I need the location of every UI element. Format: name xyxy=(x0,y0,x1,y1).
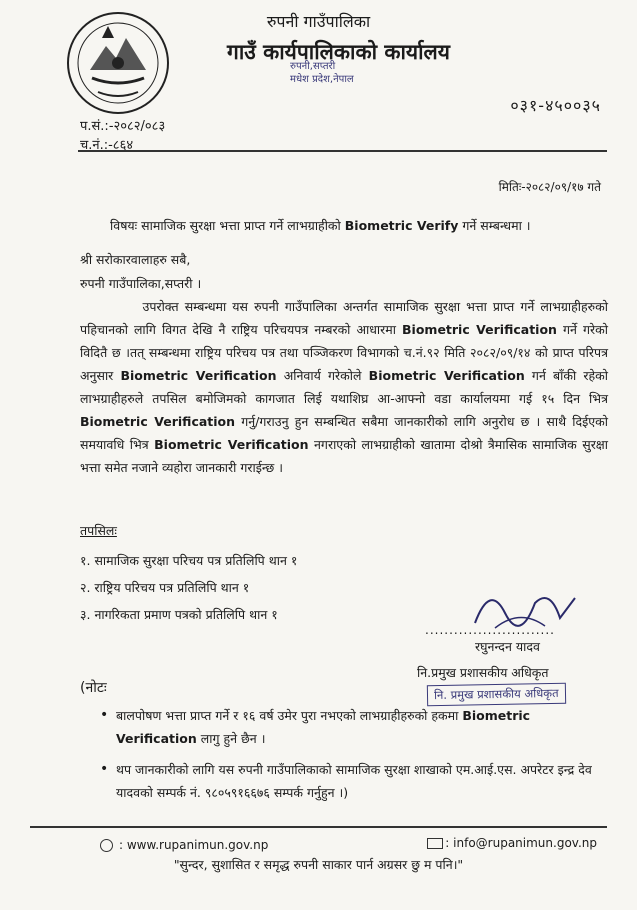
office-title-line1: रुपनी गाउँपालिका xyxy=(266,12,371,31)
footer-website xyxy=(100,838,268,852)
body-text: उपरोक्त सम्बन्धमा यस रुपनी गाउँपालिका अन्तर्गत सामाजिक सुरक्षा भत्ता प्राप्त गर्ने लाभग्राहीहरुको पहिचानको लागि विगत देखि नै राष्ट्रिय परिचयपत्र नम्बरको आधारमा xyxy=(80,299,608,337)
addressee xyxy=(80,248,201,296)
notes-heading: (नोटः xyxy=(80,680,107,696)
note-text: लागु हुने छैन । xyxy=(200,731,266,746)
body-bold: Biometric Verification xyxy=(120,368,277,383)
body-bold: Biometric Verification xyxy=(154,437,309,452)
subject-line xyxy=(110,217,531,234)
body-text: गर्न बाँकी रहेको लाभग्राहीहरुले तपसिल बमोजिमको कागजात लिई यथाशिघ्र आ-आफ्नो वडा कार्यालयमा गई १५ दिन भित्र xyxy=(80,368,608,406)
body-text: गर्ने गरेको विदितै छ ।तत् सम्बन्धमा राष्ट्रिय परिचय पत्र तथा पञ्जिकरण विभागको च.नं.९२ मिति २०८२/०९/१४ को प्राप्त परिपत्र अनुसार xyxy=(80,322,608,383)
tapasil-heading: तपसिलः xyxy=(80,523,117,538)
footer-motto: "सुन्दर, सुशासित र समृद्ध रुपनी साकार पार्न अग्रसर छु म पनि।" xyxy=(173,857,464,872)
stamp-line: मधेश प्रदेश,नेपाल xyxy=(290,74,354,85)
signatory-name: रघुनन्दन यादव xyxy=(475,639,540,654)
header-divider xyxy=(78,150,607,152)
body-text: अनिवार्य गरेकोले xyxy=(283,368,362,383)
website-text: : www.rupanimun.gov.np xyxy=(119,838,269,852)
body-bold: Biometric Verification xyxy=(368,368,525,383)
signature-block xyxy=(405,578,605,708)
patra-sankhya: प.सं.:-२०८२/०८३ xyxy=(80,119,166,134)
list-item: २. राष्ट्रिय परिचय पत्र प्रतिलिपि थान १ xyxy=(80,580,250,595)
subject-bold: Biometric Verify xyxy=(344,218,459,233)
list-item: ३. नागरिकता प्रमाण पत्रको प्रतिलिपि थान १ xyxy=(80,607,278,622)
notes-list xyxy=(100,704,605,812)
office-title-line2: गाउँ कार्यपालिकाको कार्यालय xyxy=(227,40,450,64)
stamp-line: रुपनी,सप्तरी xyxy=(290,61,336,72)
email-text: : info@rupanimun.gov.np xyxy=(445,836,597,850)
tapasil-list xyxy=(80,547,297,628)
chalani-number: च.नं.:-८६४ xyxy=(80,138,134,153)
phone-number: ०३१-४५००३५ xyxy=(510,96,601,115)
letter-date: मितिः-२०८२/०९/१७ गते xyxy=(498,180,601,194)
list-item: १. सामाजिक सुरक्षा परिचय पत्र प्रतिलिपि थान १ xyxy=(80,553,298,568)
subject-prefix: विषयः सामाजिक सुरक्षा भत्ता प्राप्त गर्ने लाभग्राहीको xyxy=(110,218,341,233)
note-bold: Biometric Verification xyxy=(116,708,531,746)
signature-dots: ........................... xyxy=(425,623,555,637)
footer-divider xyxy=(30,826,607,828)
note-text: बालपोषण भत्ता प्राप्त गर्ने र १६ वर्ष उमेर पुरा नभएको लाभग्राहीहरुको हकमा xyxy=(116,708,459,723)
signatory-designation: नि.प्रमुख प्रशासकीय अधिकृत xyxy=(417,665,549,680)
office-stamp xyxy=(290,60,410,130)
designation-seal: नि. प्रमुख प्रशासकीय अधिकृत xyxy=(427,683,566,706)
note-text: थप जानकारीको लागि यस रुपनी गाउँपालिकाको सामाजिक सुरक्षा शाखाको एम.आई.एस. अपरेटर इन्द्र देव यादवको सम्पर्क नं. ९८०५९१६६७६ सम्पर्क गर्नुहुन ।) xyxy=(116,762,592,800)
note-item xyxy=(100,704,605,750)
addressee-line1: श्री सरोकारवालाहरु सबै, xyxy=(80,252,191,267)
body-text: नगराएको लाभग्राहीको खातामा दोश्रो त्रैमासिक सामाजिक सुरक्षा भत्ता समेत नजाने व्यहोरा जानकारी गराईन्छ । xyxy=(80,437,609,475)
body-text: गर्नु/गराउनु हुन सम्बन्धित सबैमा जानकारीको लागि अनुरोध छ । साथै दिईएको समयावधि भित्र xyxy=(80,414,608,452)
letter-body xyxy=(80,295,608,479)
addressee-line2: रुपनी गाउँपालिका,सप्तरी । xyxy=(80,276,202,291)
subject-suffix: गर्ने सम्बन्धमा । xyxy=(462,218,531,233)
body-bold: Biometric Verification xyxy=(402,322,557,337)
footer-email xyxy=(427,836,597,850)
body-bold: Biometric Verification xyxy=(80,414,236,429)
note-item xyxy=(100,758,605,804)
mail-icon xyxy=(427,838,443,849)
globe-icon xyxy=(100,839,113,852)
